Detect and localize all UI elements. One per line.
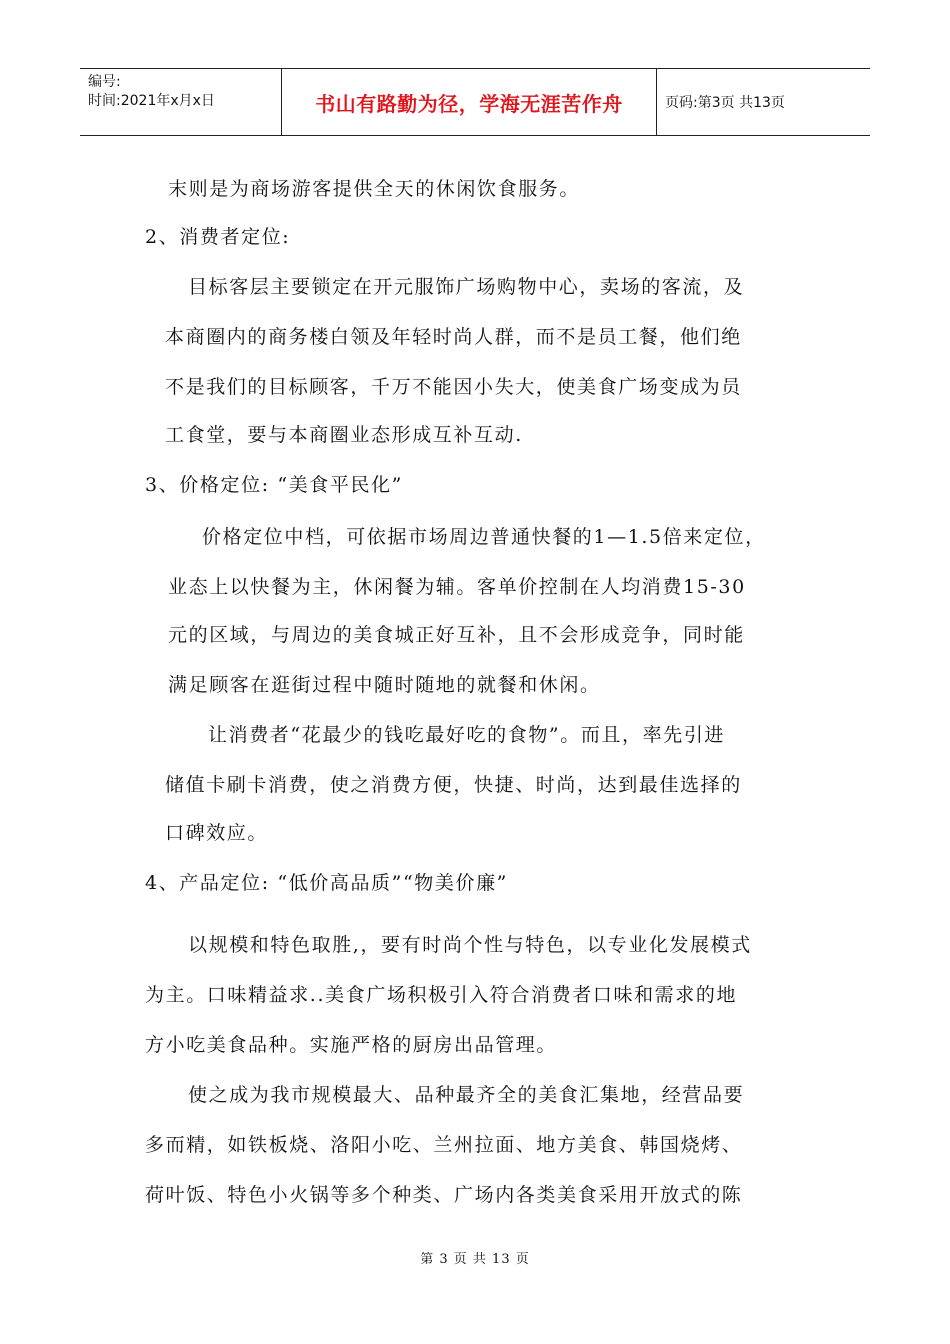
header-page-info: 页码:第3页 共13页 <box>665 95 785 111</box>
header-motto: 书山有路勤为径，学海无涯苦作舟 <box>315 91 623 116</box>
body-line: 让消费者“花最少的钱吃最好吃的食物”。而且，率先引进 <box>208 724 726 746</box>
body-line: 本商圈内的商务楼白领及年轻时尚人群，而不是员工餐，他们绝 <box>165 326 742 348</box>
body-line: 以规模和特色取胜,，要有时尚个性与特色，以专业化发展模式 <box>188 934 752 956</box>
header-table <box>80 68 870 136</box>
body-line: 价格定位中档，可依据市场周边普通快餐的1—1.5倍来定位， <box>202 526 766 548</box>
document-number-label: 编号: <box>88 74 121 90</box>
document-date: 时间:2021年x月x日 <box>88 93 215 109</box>
body-line: 目标客层主要锁定在开元服饰广场购物中心，卖场的客流，及 <box>188 276 745 298</box>
page-footer: 第 3 页 共 13 页 <box>420 1252 530 1267</box>
body-line: 多而精，如铁板烧、洛阳小吃、兰州拉面、地方美食、韩国烧烤、 <box>145 1134 743 1156</box>
body-line: 工食堂，要与本商圈业态形成互补互动. <box>165 424 523 446</box>
body-line: 使之成为我市规模最大、品种最齐全的美食汇集地，经营品要 <box>188 1084 745 1106</box>
section-heading-consumer: 2、消费者定位: <box>145 226 291 248</box>
body-line: 不是我们的目标顾客，千万不能因小失大，使美食广场变成为员 <box>165 376 742 398</box>
header-page-cell <box>657 69 870 135</box>
body-line: 口碑效应。 <box>165 822 269 844</box>
body-line: 方小吃美食品种。实施严格的厨房出品管理。 <box>145 1034 558 1056</box>
section-heading-price: 3、价格定位: “美食平民化” <box>145 474 403 496</box>
body-line: 储值卡刷卡消费，使之消费方便，快捷、时尚，达到最佳选择的 <box>165 774 742 796</box>
body-line: 业态上以快餐为主，休闲餐为辅。客单价控制在人均消费15-30 <box>168 576 746 598</box>
section-heading-product: 4、产品定位: “低价高品质”“物美价廉” <box>145 872 508 894</box>
body-line: 为主。口味精益求..美食广场积极引入符合消费者口味和需求的地 <box>145 984 738 1006</box>
body-line: 元的区域，与周边的美食城正好互补，且不会形成竞争，同时能 <box>168 624 745 646</box>
body-line: 末则是为商场游客提供全天的休闲饮食服务。 <box>168 178 581 200</box>
body-line: 满足顾客在逛街过程中随时随地的就餐和休闲。 <box>168 674 601 696</box>
header-meta-cell <box>80 69 282 135</box>
header-motto-cell <box>282 69 657 135</box>
body-line: 荷叶饭、特色小火锅等多个种类、广场内各类美食采用开放式的陈 <box>145 1184 743 1206</box>
